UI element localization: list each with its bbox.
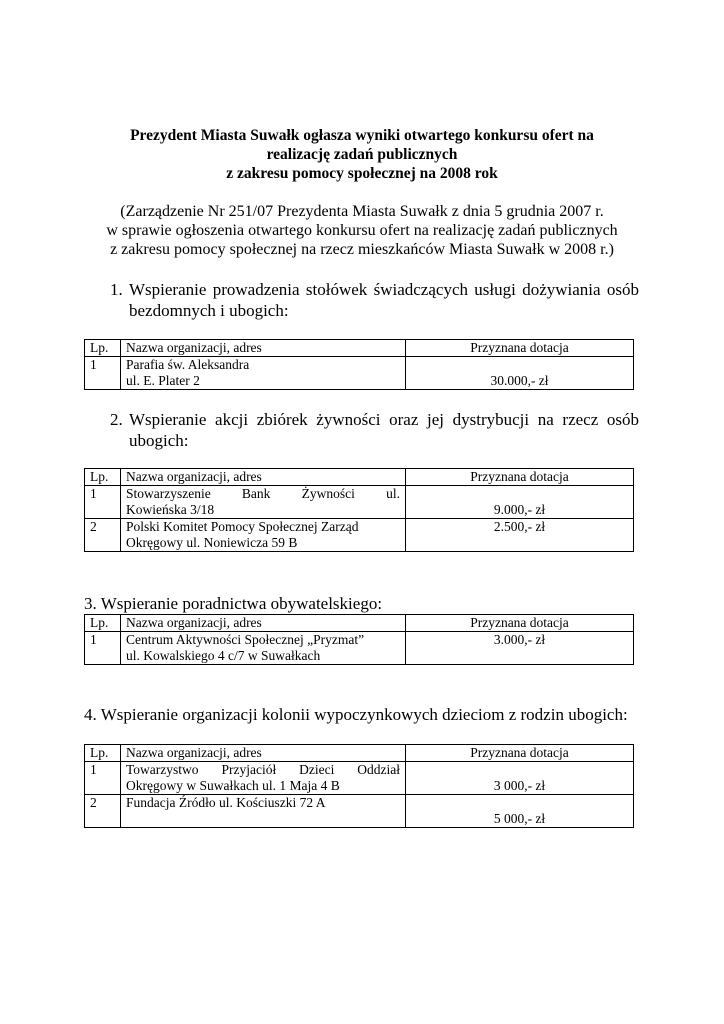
decree-line: w sprawie ogłoszenia otwartego konkursu ofert na realizację zadań publicznych: [106, 222, 618, 239]
row-org: [121, 632, 406, 665]
header-lp: Lp.: [85, 745, 121, 762]
table-header-row: [85, 469, 634, 486]
org-word: ul.: [386, 486, 400, 501]
row-grant: 3.000,- zł: [406, 632, 634, 665]
table-header-row: [85, 745, 634, 762]
table-header-row: [85, 615, 634, 632]
table-header-row: [85, 340, 634, 357]
header-grant: Przyznana dotacja: [406, 469, 634, 486]
table-row: [85, 795, 634, 828]
org-name: [126, 486, 400, 502]
section-1-table: [84, 339, 634, 390]
org-address: Okręgowy ul. Noniewicza 59 B: [126, 535, 298, 550]
table-row: [85, 357, 634, 390]
header-lp: Lp.: [85, 469, 121, 486]
header-lp: Lp.: [85, 340, 121, 357]
table-row: [85, 632, 634, 665]
header-org: Nazwa organizacji, adres: [121, 615, 406, 632]
org-word: Żywności: [301, 486, 355, 501]
header-grant: Przyznana dotacja: [406, 340, 634, 357]
header-grant: Przyznana dotacja: [406, 615, 634, 632]
decree-line: (Zarządzenie Nr 251/07 Prezydenta Miasta Suwałk z dnia 5 grudnia 2007 r.: [120, 203, 604, 220]
section-3-table: [84, 614, 634, 665]
row-grant: 2.500,- zł: [406, 519, 634, 552]
section-title: 4. Wspieranie organizacji kolonii wypoczynkowych dzieciom z rodzin ubogich:: [84, 705, 628, 724]
org-address: ul. Kowalskiego 4 c/7 w Suwałkach: [126, 648, 321, 663]
table-row: [85, 762, 634, 795]
row-lp: 1: [85, 632, 121, 665]
section-number: 1.: [110, 280, 123, 299]
header-org: Nazwa organizacji, adres: [121, 745, 406, 762]
section-4-heading: [84, 704, 639, 725]
section-1-heading: [84, 279, 639, 321]
row-org: [121, 357, 406, 390]
table-row: [85, 486, 634, 519]
row-grant: 30.000,- zł: [406, 357, 634, 390]
row-lp: 1: [85, 486, 121, 519]
section-title: Wspieranie akcji zbiórek żywności oraz jej dystrybucji na rzecz osób ubogich:: [129, 410, 639, 450]
title-line: Prezydent Miasta Suwałk ogłasza wyniki otwartego konkursu ofert na: [130, 127, 594, 144]
org-name: Parafia św. Aleksandra: [126, 357, 250, 372]
org-word: Stowarzyszenie: [126, 486, 211, 501]
row-lp: 2: [85, 519, 121, 552]
section-title: Wspieranie prowadzenia stołówek świadczących usługi dożywiania osób bezdomnych i ubogich:: [129, 280, 639, 320]
row-org: [121, 762, 406, 795]
row-grant: 3 000,- zł: [406, 762, 634, 795]
row-lp: 1: [85, 357, 121, 390]
header-org: Nazwa organizacji, adres: [121, 340, 406, 357]
decree-reference: [60, 202, 664, 259]
row-grant: 5 000,- zł: [406, 795, 634, 828]
section-title: 3. Wspieranie poradnictwa obywatelskiego:: [84, 594, 383, 613]
org-name: Towarzystwo Przyjaciół Dzieci Oddział: [126, 762, 400, 777]
section-3-heading: [84, 593, 639, 614]
header-lp: Lp.: [85, 615, 121, 632]
section-2-table: [84, 468, 634, 552]
row-org: [121, 519, 406, 552]
title-line: z zakresu pomocy społecznej na 2008 rok: [226, 165, 498, 182]
org-name: Polski Komitet Pomocy Społecznej Zarząd: [126, 519, 359, 534]
section-2-heading: [84, 409, 639, 451]
org-word: Bank: [241, 486, 271, 501]
title-line: realizację zadań publicznych: [266, 146, 458, 163]
org-address: Okręgowy w Suwałkach ul. 1 Maja 4 B: [126, 778, 340, 793]
decree-line: z zakresu pomocy społecznej na rzecz mieszkańców Miasta Suwałk w 2008 r.): [110, 241, 614, 258]
document-title: [60, 126, 664, 183]
org-name: Centrum Aktywności Społecznej „Pryzmat”: [126, 632, 365, 647]
table-row: [85, 519, 634, 552]
org-address: ul. E. Plater 2: [126, 373, 200, 388]
row-grant: 9.000,- zł: [406, 486, 634, 519]
row-org: [121, 486, 406, 519]
org-name: Fundacja Źródło ul. Kościuszki 72 A: [126, 795, 326, 810]
org-address: Kowieńska 3/18: [126, 502, 215, 517]
row-lp: 2: [85, 795, 121, 828]
row-org: [121, 795, 406, 828]
section-number: 2.: [110, 410, 123, 429]
header-org: Nazwa organizacji, adres: [121, 469, 406, 486]
header-grant: Przyznana dotacja: [406, 745, 634, 762]
row-lp: 1: [85, 762, 121, 795]
section-4-table: [84, 744, 634, 828]
